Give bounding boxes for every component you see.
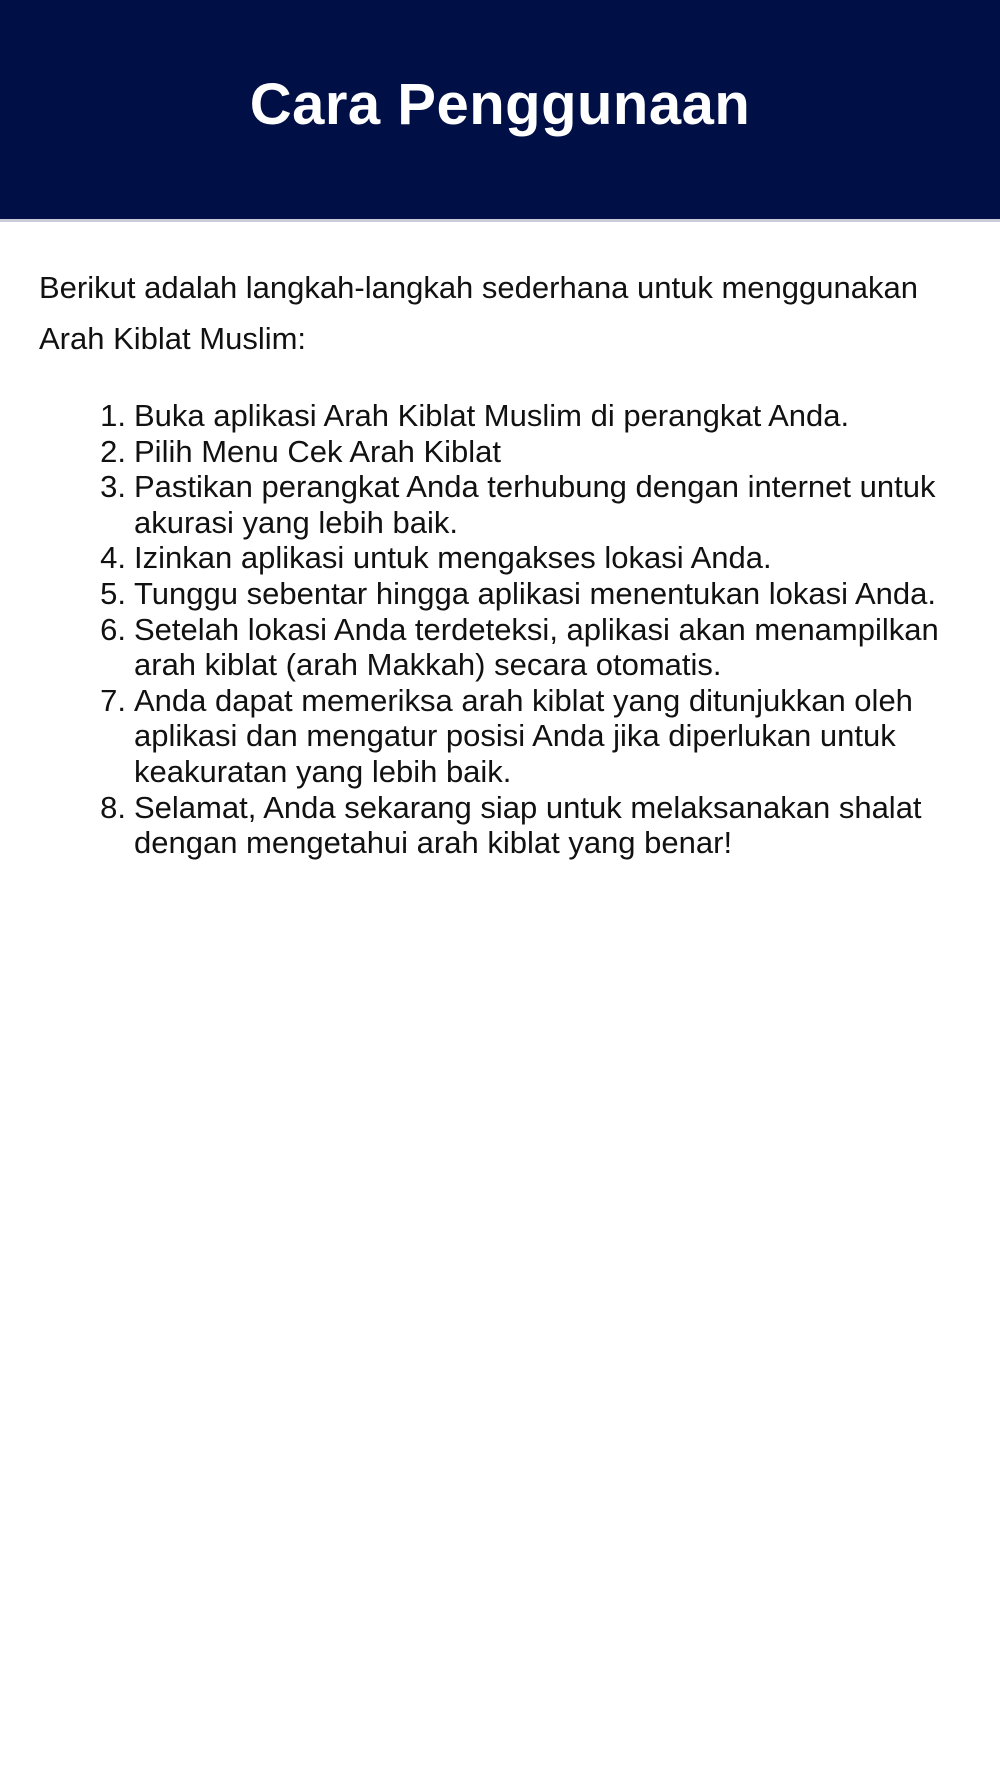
list-item xyxy=(39,540,961,576)
step-text: Anda dapat memeriksa arah kiblat yang ditunjukkan oleh aplikasi dan mengatur posisi Anda jika diperlukan untuk keakuratan yang lebih baik. xyxy=(134,682,913,789)
step-number: 6. xyxy=(100,611,126,647)
intro-text: Berikut adalah langkah-langkah sederhana untuk menggunakan Arah Kiblat Muslim: xyxy=(39,270,918,356)
step-text: Pilih Menu Cek Arah Kiblat xyxy=(134,433,502,469)
step-text: Tunggu sebentar hingga aplikasi menentukan lokasi Anda. xyxy=(134,575,936,611)
step-text: Buka aplikasi Arah Kiblat Muslim di perangkat Anda. xyxy=(134,398,850,433)
step-number: 4. xyxy=(100,540,126,576)
step-number: 2. xyxy=(100,433,126,469)
list-item xyxy=(39,683,961,790)
list-item xyxy=(39,790,961,861)
step-number: 7. xyxy=(100,682,126,718)
list-item xyxy=(39,612,961,683)
step-text: Pastikan perangkat Anda terhubung dengan internet untuk akurasi yang lebih baik. xyxy=(134,469,936,540)
list-item xyxy=(39,576,961,612)
step-text: Izinkan aplikasi untuk mengakses lokasi Anda. xyxy=(134,540,772,576)
step-text: Setelah lokasi Anda terdeteksi, aplikasi akan menampilkan arah kiblat (arah Makkah) secara otomatis. xyxy=(134,611,939,683)
page-title: Cara Penggunaan xyxy=(249,72,751,137)
list-item xyxy=(39,398,961,434)
list-item xyxy=(39,434,961,470)
step-number: 1. xyxy=(100,398,126,433)
steps-list xyxy=(39,398,961,861)
step-number: 5. xyxy=(100,575,126,611)
step-text: Selamat, Anda sekarang siap untuk melaksanakan shalat dengan mengetahui arah kiblat yang benar! xyxy=(134,789,922,861)
instructions-content xyxy=(0,262,1000,861)
step-number: 3. xyxy=(100,469,126,505)
page-header xyxy=(0,0,1000,222)
list-item xyxy=(39,469,961,540)
step-number: 8. xyxy=(100,789,126,825)
